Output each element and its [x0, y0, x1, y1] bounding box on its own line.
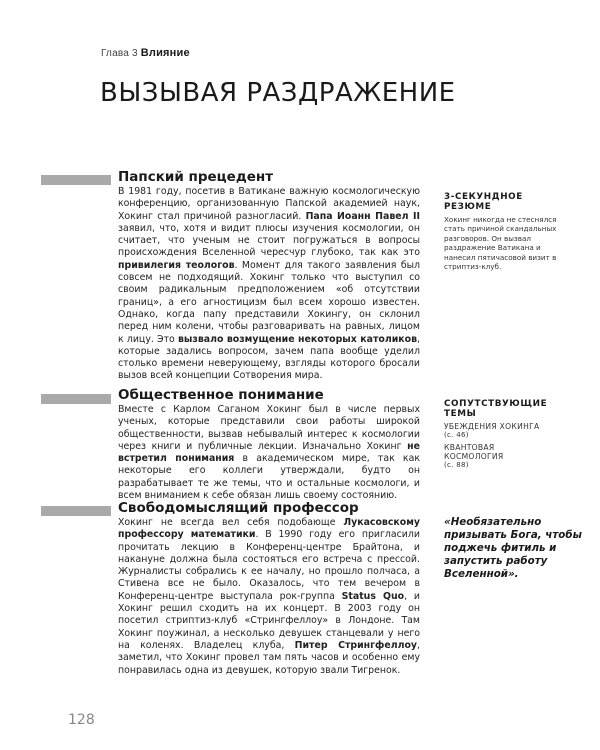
related-heading: СОПУТСТВУЮЩИЕ ТЕМЫ: [444, 399, 548, 419]
bold-phrase: привилегия теологов: [118, 259, 235, 271]
sidebar-resume: [444, 192, 592, 271]
resume-text: Хокинг никогда не стеснялся стать причиной скандальных разговоров. Он вызвал раздражение Ватикана и нанесил пятичасовой визит в стриптиз-клуб.: [444, 215, 557, 272]
bold-phrase: Лукасовскому профессору математики: [118, 517, 420, 541]
related-topic-page: (с. 46): [444, 431, 469, 439]
bold-phrase: не встретил понимания: [118, 440, 420, 465]
paragraph: [118, 404, 420, 502]
chapter-name: Влияние: [140, 47, 190, 59]
section-marker-bar: [41, 175, 111, 185]
page-number: 128: [68, 712, 95, 728]
bold-phrase: Питер Стрингфеллоу: [294, 639, 417, 651]
text-run: . Момент для такого заявления был совсем не подходящий. Хокинг только что выступил со своим радикальным предположением «об отсутствии границ», а его агностицизм был всем хорошо известен. Однако, когда папу представили Хокингу, он склонил перед ним колени, чтобы разговаривать на равных, лицом к лицу. Это: [118, 259, 421, 345]
paragraph: [118, 517, 420, 677]
related-topic-title: КВАНТОВАЯ КОСМОЛОГИЯ: [444, 443, 504, 461]
section-body-public: [118, 404, 420, 502]
resume-heading: 3-СЕКУНДНОЕ РЕЗЮМЕ: [444, 192, 523, 212]
bold-phrase: Папа Иоанн Павел II: [305, 210, 420, 222]
section-body-papal: [118, 186, 420, 383]
bold-phrase: вызвало возмущение некоторых католиков: [177, 333, 418, 345]
section-heading-papal: Папский прецедент: [118, 169, 274, 185]
text-run: в академическом мире, так как некоторые его коллеги утверждали, будто он разрабатывает те же темы, что и остальные космологи, и всем вниманием к себе обязан лишь своему состоянию.: [118, 453, 420, 502]
sidebar-related-topics: [444, 399, 592, 470]
text-run: , заметил, что Хокинг провел там пять часов и особенно ему понравилась одна из девушек, которую звали Тигренок.: [118, 639, 420, 676]
related-topic-page: (с. 88): [444, 461, 469, 469]
pull-quote: «Необязательно призывать Бога, чтобы поджечь фитиль и запустить работу Вселенной».: [444, 516, 582, 580]
section-marker-bar: [41, 394, 111, 404]
section-body-professor: [118, 517, 420, 677]
text-run: , и Хокинг решил сходить на их концерт. В 2003 году он посетил стриптиз-клуб «Стрингфеллоу» в Лондоне. Там Хокинг поужинал, а несколько девушек станцевали у него на коленях. Владелец клуба,: [118, 590, 420, 651]
text-run: . В 1990 году его пригласили прочитать лекцию в Конференц-центре Брайтона, и накануне должна была состояться его встреча с прессой. Журналисты собрались к ее началу, но прошло полчаса, а Стивена все не было. Оказалось, что тем вечером в Конференц-центре выступала рок-группа: [118, 529, 420, 602]
chapter-header: [101, 47, 190, 59]
text-run: В 1981 году, посетив в Ватикане важную космологическую конференцию, организованную Папской академией наук, Хокинг стал причиной разногласий.: [118, 186, 420, 222]
text-run: Хокинг не всегда вел себя подобающе: [118, 517, 344, 528]
chapter-number: Глава 3: [101, 48, 138, 59]
related-topic-item: [444, 422, 592, 440]
page-title: ВЫЗЫВАЯ РАЗДРАЖЕНИЕ: [100, 78, 456, 108]
text-run: Вместе с Карлом Саганом Хокинг был в числе первых ученых, которые представили свои работы широкой общественности, вызвав небывалый интерес к космологии через книги и публичные лекции. Изначально Хокинг: [118, 404, 420, 452]
related-topic-item: [444, 443, 534, 470]
section-marker-bar: [41, 506, 111, 516]
text-run: , которые задались вопросом, зачем папа вообще уделил столько времени неверующему, взгляды которого бросали вызов всей концепции Сотворения мира.: [118, 333, 420, 382]
section-heading-professor: Свободомыслящий профессор: [118, 500, 359, 516]
paragraph: [118, 186, 420, 383]
related-topic-title: УБЕЖДЕНИЯ ХОКИНГА: [444, 422, 540, 431]
text-run: заявил, что, хотя и видит плюсы изучения космологии, он считает, что ученым не стоит погружаться в вопросы происхождения Вселенной чересчур глубоко, так как это: [118, 222, 420, 259]
bold-phrase: Status Quo: [341, 590, 405, 602]
section-heading-public: Общественное понимание: [118, 387, 324, 403]
